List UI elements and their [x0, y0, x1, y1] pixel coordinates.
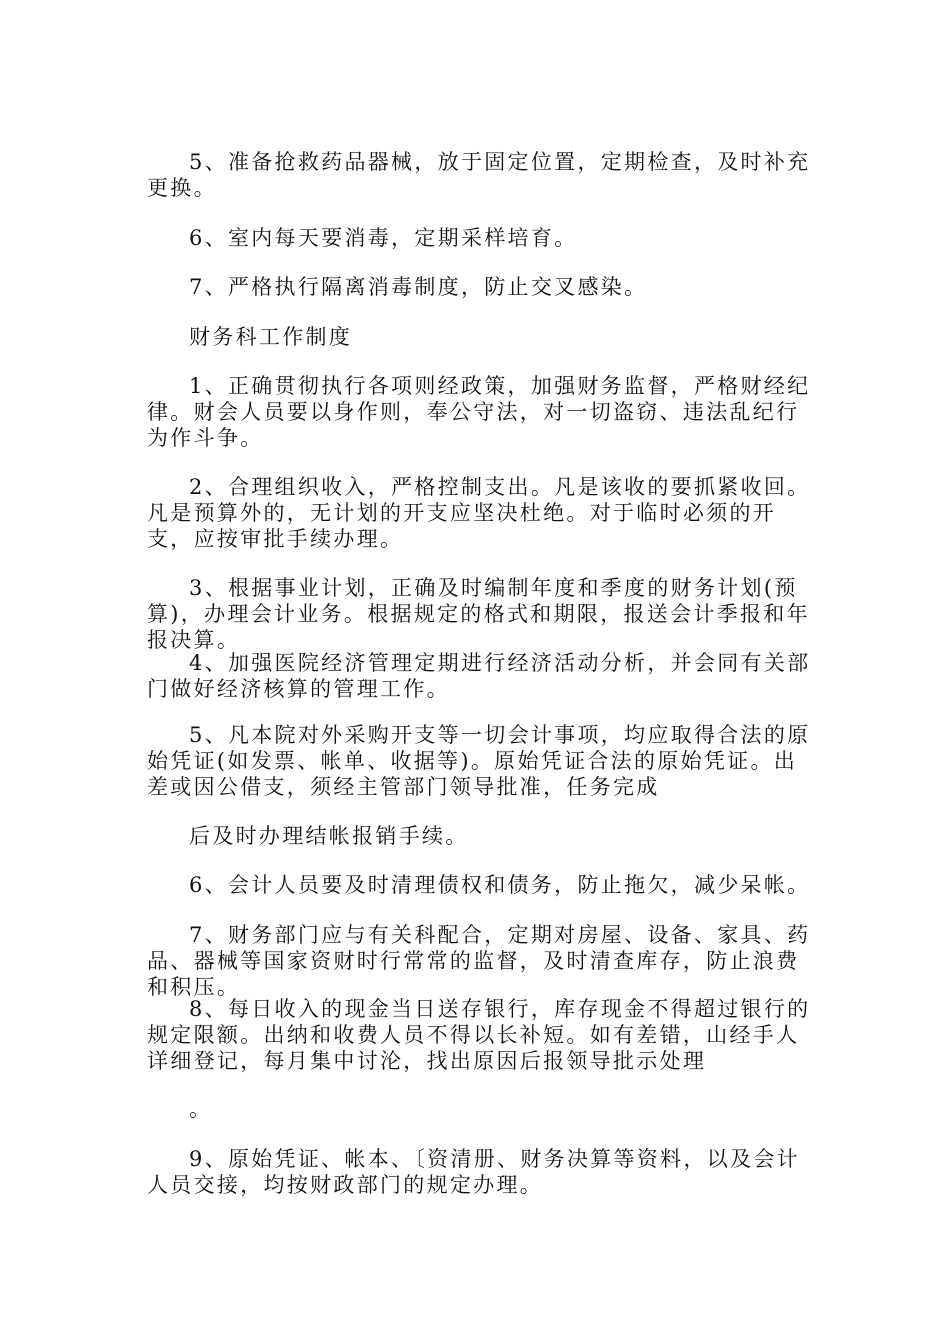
- paragraph-finance-3: 3、根据事业计划，正确及时编制年度和季度的财务计划(预算)，办理会计业务。根据规定的格式和期限，报送会计季报和年报决算。: [147, 576, 810, 652]
- paragraph-finance-2: 2、合理组织收入，严格控制支出。凡是该收的要抓紧收回。凡是预算外的，无计划的开支应坚决杜绝。对于临时必须的开支，应按审批手续办理。: [147, 475, 811, 551]
- paragraph-isolation: 7、严格执行隔离消毒制度，防止交叉感染。: [189, 275, 648, 299]
- paragraph-rescue-equipment: 5、准备抢救药品器械，放于固定位置，定期检查，及时补充更换。: [147, 150, 811, 200]
- paragraph-finance-8: 8、每日收入的现金当日送存银行，库存现金不得超过银行的规定限额。出纳和收费人员不得以长补短。如有差错，山经手人详细登记，每月集中讨沦，找出原因后报领导批示处理: [147, 997, 811, 1073]
- paragraph-finance-4: 4、加强医院经济管理定期进行经济活动分析，并会同有关部门做好经济核算的管理工作。: [147, 651, 811, 701]
- paragraph-finance-5-continued: 后及时办理结帐报销手续。: [189, 824, 469, 848]
- paragraph-finance-6: 6、会计人员要及时清理债权和债务，防止拖欠，减少呆帐。: [189, 873, 811, 897]
- paragraph-finance-7: 7、财务部门应与有关科配合，定期对房屋、设备、家具、药品、器械等国家资财时行常常的监督，及时清查库存，防止浪费和积压。: [147, 923, 811, 999]
- paragraph-finance-8-end: 。: [189, 1097, 213, 1121]
- paragraph-finance-5: 5、凡本院对外采购开支等一切会计事项，均应取得合法的原始凭证(如发票、帐单、收据等)。原始凭证合法的原始凭证。出差或因公借支，须经主管部门领导批准，任务完成: [147, 723, 811, 799]
- paragraph-finance-9: 9、原始凭证、帐本、〔资清册、财务决算等资料，以及会计人员交接，均按财政部门的规定办理。: [147, 1147, 800, 1197]
- paragraph-disinfection: 6、室内每天要消毒，定期采样培育。: [189, 226, 578, 250]
- section-heading: 财务科工作制度: [189, 325, 353, 349]
- paragraph-finance-1: 1、正确贯彻执行各项则经政策，加强财务监督，严格财经纪律。财会人员要以身作则，奉公守法，对一切盗窃、违法乱纪行为作斗争。: [147, 374, 811, 450]
